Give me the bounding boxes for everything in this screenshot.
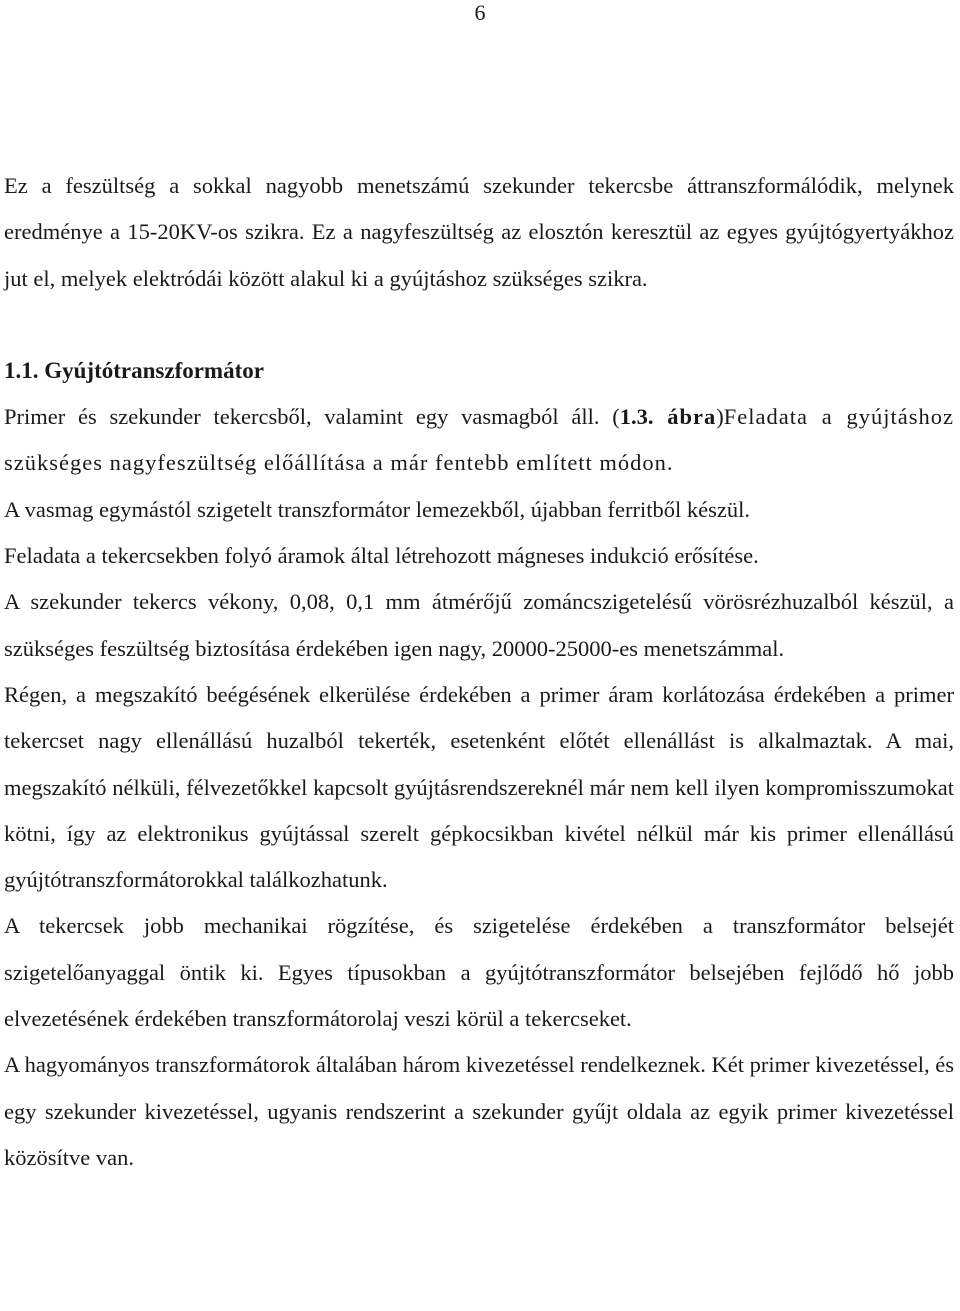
figure-ref-word: ábra (653, 404, 717, 430)
paragraph-1 (4, 394, 954, 487)
paragraph-3: Feladata a tekercsekben folyó áramok által létrehozott mágneses indukció erősítése. (4, 543, 759, 569)
page-number: 6 (474, 0, 486, 25)
paragraph-1-start: Primer és szekunder tekercsből, valamint egy vasmagból áll. ( (4, 404, 620, 430)
paragraph-2: A vasmag egymástól szigetelt transzformátor lemezekből, újabban ferritből készül. (4, 496, 751, 522)
document-body (4, 163, 954, 1181)
paragraph-5: Régen, a megszakító beégésének elkerülése érdekében a primer áram korlátozása érdekében a primer tekercset nagy ellenállású huzalból tekerték, esetenként előtét ellenállást is alkalmaztak. A mai, megszakító nélküli, félvezetőkkel kapcsolt gyújtásrendszereknél már nem kell ilyen kompromisszumokat kötni, így az elektronikus gyújtással szerelt gépkocsikban kivétel nélkül már kis primer ellenállású gyújtótranszformátorokkal találkozhatunk. (4, 681, 954, 893)
paragraph-4: A szekunder tekercs vékony, 0,08, 0,1 mm átmérőjű zománcszigetelésű vörösrézhuzalból készül, a szükséges feszültség biztosítása érdekében igen nagy, 20000-25000-es menetszámmal. (4, 589, 954, 661)
figure-ref-number: 1.3. (619, 404, 654, 430)
section-heading: 1.1. Gyújtótranszformátor (4, 357, 264, 383)
paragraph-7: A hagyományos transzformátorok általában három kivezetéssel rendelkeznek. Két primer kivezetéssel, és egy szekunder kivezetéssel, ugyanis rendszerint a szekunder gyűjt oldala az egyik primer kivezetéssel közösítve van. (4, 1052, 954, 1170)
paragraph-1-end: Feladata a gyújtáshoz szükséges nagyfeszültség előállítása a már fentebb említett módon. (4, 404, 955, 476)
spacer (4, 302, 954, 348)
intro-paragraph: Ez a feszültség a sokkal nagyobb menetszámú szekunder tekercsbe áttranszformálódik, melynek eredménye a 15-20KV-os szikra. Ez a nagyfeszültség az elosztón keresztül az egyes gyújtógyertyákhoz jut el, melyek elektródái között alakul ki a gyújtáshoz szükséges szikra. (4, 173, 954, 291)
paragraph-6: A tekercsek jobb mechanikai rögzítése, és szigetelése érdekében a transzformátor belsejét szigetelőanyaggal öntik ki. Egyes típusokban a gyújtótranszformátor belsejében fejlődő hő jobb elvezetésének érdekében transzformátorolaj veszi körül a tekercseket. (4, 913, 954, 1032)
figure-ref-close: ) (716, 404, 724, 430)
